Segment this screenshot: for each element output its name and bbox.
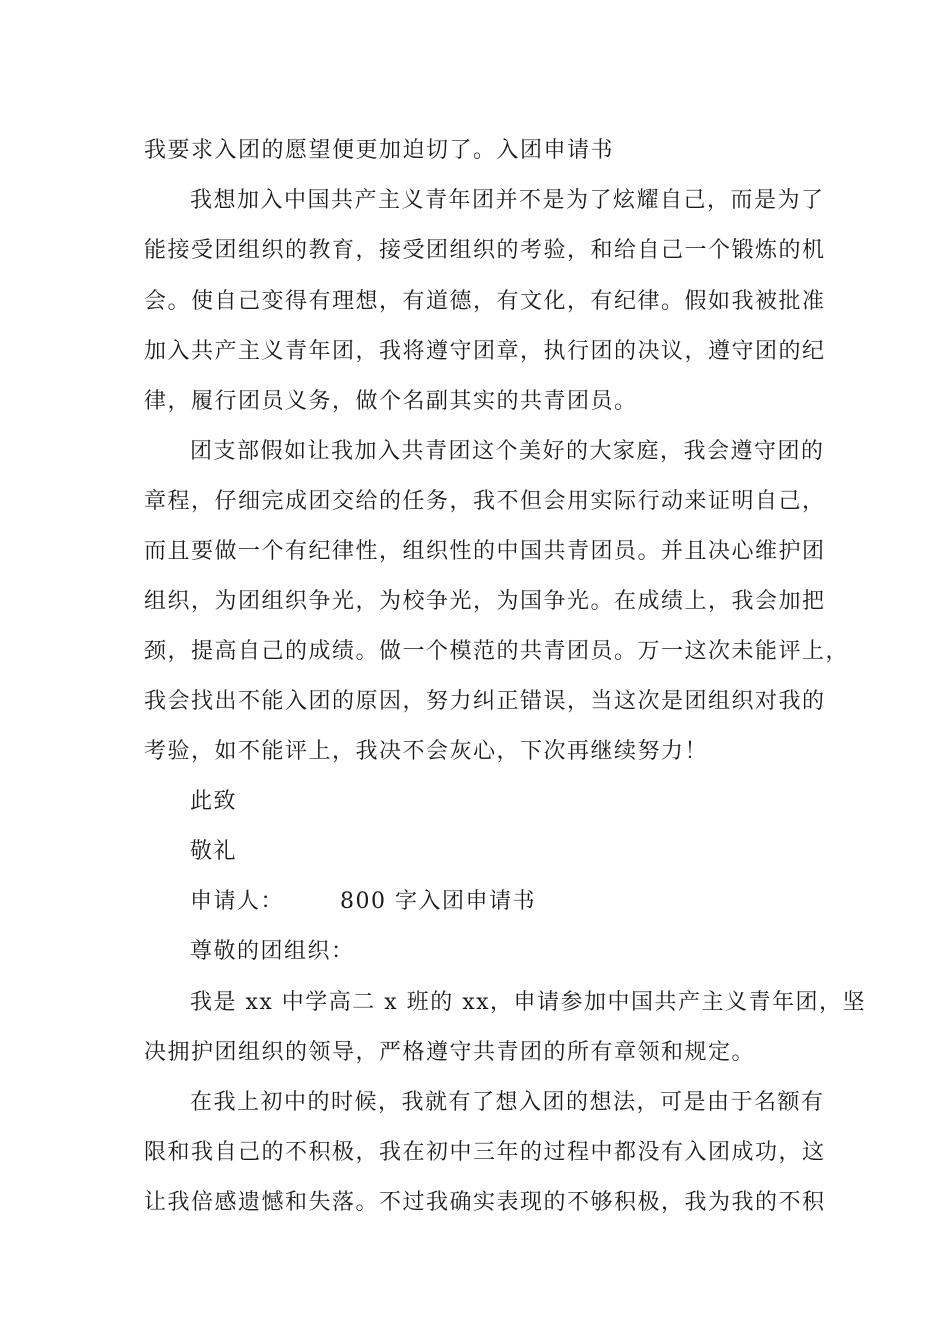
text-line: 能接受团组织的教育，接受团组织的考验，和给自己一个锻炼的机	[144, 238, 826, 263]
paragraph-first-line: 我是 xx 中学高二 x 班的 xx，申请参加中国共产主义青年团，坚	[190, 990, 867, 1015]
text-line: 而且要做一个有纪律性，组织性的中国共青团员。并且决心维护团	[144, 539, 826, 564]
next-article-title: 800 字入团申请书	[340, 889, 537, 914]
text-line: 颈，提高自己的成绩。做一个模范的共青团员。万一这次未能评上，	[144, 639, 850, 664]
paragraph-first-line: 我想加入中国共产主义青年团并不是为了炫耀自己，而是为了	[190, 188, 825, 213]
text-line: 决拥护团组织的领导，严格遵守共青团的所有章领和规定。	[144, 1040, 756, 1065]
closing-salutation: 此致	[190, 789, 238, 814]
text-line: 限和我自己的不积极，我在初中三年的过程中都没有入团成功，这	[144, 1140, 826, 1165]
greeting: 尊敬的团组织：	[190, 939, 355, 964]
text-line: 考验，如不能评上，我决不会灰心，下次再继续努力！	[144, 739, 709, 764]
applicant-label: 申请人：	[190, 889, 285, 914]
text-line: 我要求入团的愿望便更加迫切了。入团申请书	[144, 138, 615, 163]
paragraph-first-line: 团支部假如让我加入共青团这个美好的大家庭，我会遵守团的	[190, 439, 825, 464]
text-line: 我会找出不能入团的原因，努力纠正错误，当这次是团组织对我的	[144, 689, 826, 714]
text-line: 加入共产主义青年团，我将遵守团章，执行团的决议，遵守团的纪	[144, 339, 826, 364]
text-line: 会。使自己变得有理想，有道德，有文化，有纪律。假如我被批准	[144, 289, 826, 314]
text-line: 组织，为团组织争光，为校争光，为国争光。在成绩上，我会加把	[144, 589, 826, 614]
closing-regards: 敬礼	[190, 839, 238, 864]
applicant-line	[190, 887, 536, 917]
text-line: 律，履行团员义务，做个名副其实的共青团员。	[144, 389, 638, 414]
text-line: 让我倍感遗憾和失落。不过我确实表现的不够积极，我为我的不积	[144, 1190, 826, 1215]
paragraph-first-line: 在我上初中的时候，我就有了想入团的想法，可是由于名额有	[190, 1090, 825, 1115]
text-line: 章程，仔细完成团交给的任务，我不但会用实际行动来证明自己，	[144, 489, 826, 514]
